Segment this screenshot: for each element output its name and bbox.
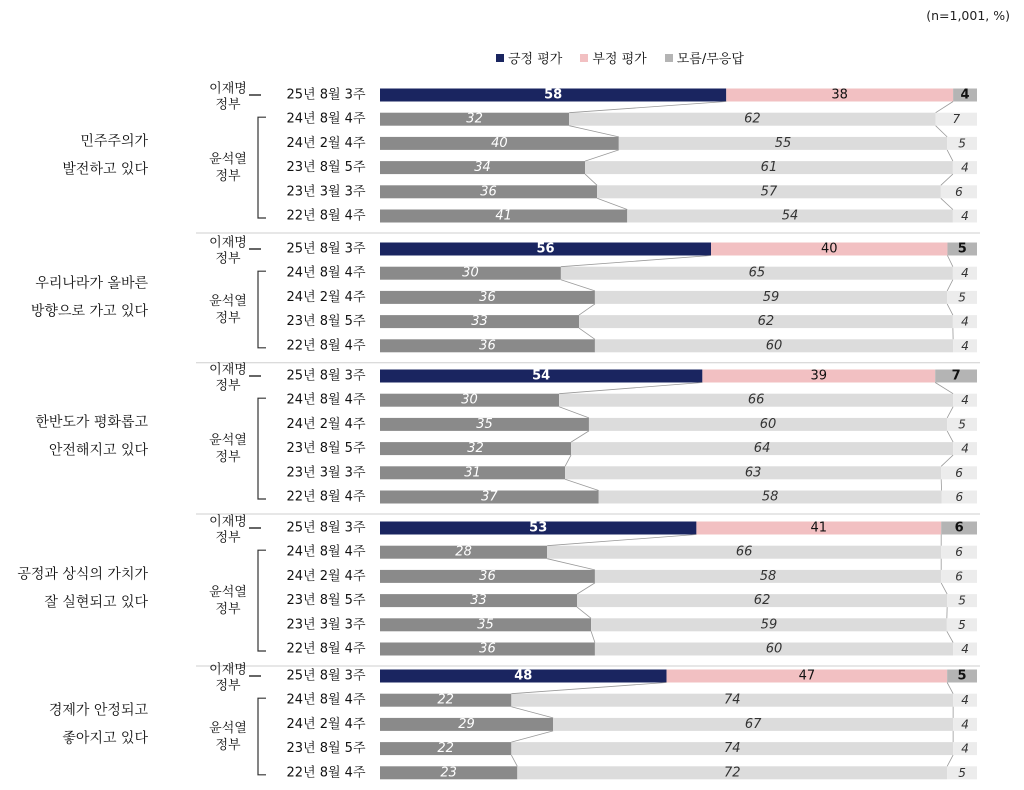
period-label: 25년 8월 3주 [286,668,366,684]
bar-connector-negative [941,583,947,594]
gov-bracket-past [258,271,266,348]
gov-label-past-suffix: 정부 [215,602,241,618]
bar-connector-positive [511,707,553,718]
bar-connector-positive [585,174,597,185]
value-label-negative: 59 [760,617,778,633]
period-label: 24년 8월 4주 [286,111,366,127]
value-label-positive: 32 [466,111,483,127]
gov-label-past-name: 윤석열 [209,152,247,168]
period-label: 25년 8월 3주 [286,87,366,103]
value-label-positive: 35 [477,617,494,633]
bar-connector-positive [579,304,595,315]
value-label-negative: 60 [759,416,777,432]
legend-label-positive: 긍정 평가 [508,52,563,67]
value-label-positive: 30 [461,392,478,408]
gov-label-current-suffix: 정부 [215,678,241,694]
value-label-positive: 30 [462,265,479,281]
value-label-positive: 34 [474,160,491,176]
value-label-negative: 62 [753,593,771,609]
value-label-positive: 54 [532,368,551,384]
value-label-negative: 55 [774,135,792,151]
value-label-negative: 66 [747,392,765,408]
gov-label-current-name: 이재명 [209,81,247,97]
value-label-positive: 41 [495,208,512,224]
bar-connector-negative [947,280,953,291]
gov-label-current-name: 이재명 [209,235,247,251]
bar-connector-positive [569,126,619,137]
bar-connector-negative [947,256,952,267]
period-label: 24년 2월 4주 [286,716,366,732]
value-label-dont-know: 4 [961,741,969,756]
bar-connector-negative [935,383,953,394]
value-label-dont-know: 4 [961,717,969,732]
gov-label-past-name: 윤석열 [209,433,247,449]
gov-bracket-past [258,698,266,775]
value-label-negative: 62 [757,314,775,330]
value-label-negative: 57 [760,184,778,200]
value-label-negative: 54 [781,208,799,224]
bar-connector-positive [561,280,595,291]
value-label-negative: 39 [810,368,828,384]
gov-label-current-name: 이재명 [209,514,247,530]
value-label-dont-know: 4 [960,87,970,103]
gov-bracket-past [258,398,266,499]
legend-label-negative: 부정 평가 [592,52,647,67]
question-title-line-2: 방향으로 가고 있다 [30,303,148,320]
bar-connector-negative [936,102,953,113]
value-label-dont-know: 6 [954,520,964,536]
value-label-dont-know: 4 [961,441,969,456]
period-label: 24년 8월 4주 [286,392,366,408]
value-label-positive: 22 [437,741,454,757]
value-label-dont-know: 4 [961,338,969,353]
legend-label-dont-know: 모름/무응답 [676,52,744,67]
value-label-dont-know: 6 [955,490,964,504]
period-label: 22년 8월 4주 [286,208,366,224]
value-label-negative: 60 [765,641,783,657]
value-label-dont-know: 5 [957,241,967,257]
bar-connector-positive [591,631,595,642]
bar-connector-negative [947,431,953,442]
bar-connector-negative [947,631,953,642]
period-label: 24년 8월 4주 [286,544,366,560]
question-title-line-2: 안전해지고 있다 [48,442,148,459]
bar-connector-negative [941,198,953,209]
period-label: 22년 8월 4주 [286,641,366,657]
gov-label-current-suffix: 정부 [215,251,241,267]
bar-connector-positive [565,479,599,490]
gov-label-past-name: 윤석열 [209,721,247,736]
value-label-dont-know: 4 [961,209,969,223]
value-label-dont-know: 5 [958,593,966,608]
bar-connector-positive [585,150,619,161]
gov-label-current-name: 이재명 [209,362,247,378]
period-label: 24년 8월 4주 [286,265,366,281]
value-label-positive: 36 [479,338,496,354]
gov-label-past-suffix: 정부 [215,169,241,185]
value-label-positive: 53 [529,520,548,536]
value-label-negative: 62 [744,111,761,127]
bar-connector-positive [561,256,711,267]
bar-connector-positive [565,455,571,466]
gov-bracket-past [258,117,266,218]
bar-connector-negative [941,174,953,185]
period-label: 24년 2월 4주 [286,289,366,305]
value-label-positive: 29 [458,716,475,732]
value-label-positive: 28 [455,544,472,560]
gov-label-past-name: 윤석열 [209,294,247,309]
value-label-negative: 66 [735,544,753,560]
value-label-dont-know: 6 [955,184,963,199]
value-label-positive: 58 [544,87,563,103]
period-label: 23년 8월 5주 [286,741,366,757]
period-label: 23년 8월 5주 [286,593,366,609]
value-label-negative: 74 [723,741,741,757]
gov-bracket-past [258,550,266,651]
question-title-line-2: 발전하고 있다 [62,161,148,178]
period-label: 23년 8월 5주 [286,314,366,330]
value-label-negative: 72 [723,765,741,781]
value-label-positive: 31 [464,465,481,481]
bar-connector-positive [559,407,589,418]
value-label-positive: 33 [471,314,488,330]
value-label-positive: 35 [476,416,493,432]
value-label-positive: 32 [467,441,484,457]
question-title-line-2: 잘 실현되고 있다 [44,594,148,611]
bar-connector-negative [947,683,953,694]
period-label: 23년 3월 3주 [286,617,366,633]
bar-connector-positive [579,328,595,339]
bar-connector-positive [597,198,627,209]
value-label-negative: 61 [760,160,778,176]
bar-connector-negative [941,455,953,466]
bar-connector-positive [577,607,591,618]
period-label: 22년 8월 4주 [286,338,366,354]
gov-label-past-name: 윤석열 [209,585,247,601]
bar-connector-positive [511,755,517,766]
gov-label-current-suffix: 정부 [215,97,241,113]
value-label-positive: 33 [470,593,487,609]
value-label-negative: 60 [765,338,783,354]
value-label-negative: 64 [753,441,771,457]
value-label-dont-know: 6 [955,569,963,584]
value-label-dont-know: 4 [961,393,969,408]
gov-label-current-name: 이재명 [209,662,247,678]
value-label-dont-know: 4 [961,314,969,329]
question-title-line-1: 민주주의가 [80,133,148,150]
value-label-positive: 48 [514,668,533,684]
bar-connector-negative [936,126,948,137]
value-label-dont-know: 5 [958,617,966,632]
period-label: 24년 8월 4주 [286,692,366,708]
period-label: 23년 8월 5주 [286,160,366,176]
question-title-line-2: 좋아지고 있다 [62,730,148,747]
value-label-negative: 63 [744,465,762,481]
bar-connector-positive [547,559,595,570]
value-label-negative: 41 [810,520,828,536]
question-title-line-1: 공정과 상식의 가치가 [17,566,148,583]
value-label-negative: 58 [761,489,779,505]
value-label-positive: 36 [479,289,496,305]
value-label-positive: 22 [437,692,454,708]
value-label-dont-know: 4 [961,160,969,175]
value-label-positive: 36 [479,641,496,657]
value-label-dont-know: 6 [955,545,963,560]
period-label: 22년 8월 4주 [286,765,366,781]
period-label: 23년 3월 3주 [286,184,366,200]
value-label-dont-know: 5 [958,136,966,151]
period-label: 25년 8월 3주 [286,520,366,536]
value-label-positive: 40 [491,135,508,151]
bar-connector-negative [947,407,953,418]
period-label: 23년 3월 3주 [286,465,366,481]
period-label: 23년 8월 5주 [286,441,366,457]
question-title-line-1: 한반도가 평화롭고 [35,414,148,431]
value-label-negative: 40 [820,241,838,257]
bar-connector-positive [559,383,702,394]
gov-label-current-suffix: 정부 [215,378,241,394]
value-label-dont-know: 4 [961,266,969,281]
value-label-negative: 38 [831,87,848,103]
sample-size-note: (n=1,001, %) [926,8,1010,23]
value-label-negative: 74 [723,692,741,708]
value-label-negative: 47 [798,668,816,684]
bar-connector-positive [511,731,553,742]
value-label-positive: 23 [440,765,457,781]
bar-connector-positive [511,683,666,694]
value-label-positive: 37 [481,489,498,505]
value-label-dont-know: 5 [958,417,966,432]
period-label: 22년 8월 4주 [286,489,366,505]
value-label-negative: 65 [748,265,766,281]
period-label: 25년 8월 3주 [286,241,366,257]
gov-label-past-suffix: 정부 [215,311,241,326]
value-label-dont-know: 7 [951,368,961,384]
bar-connector-positive [571,431,589,442]
value-label-positive: 36 [479,568,496,584]
value-label-dont-know: 5 [957,668,967,684]
bar-connector-negative [947,304,953,315]
value-label-negative: 58 [759,568,777,584]
value-label-negative: 59 [762,289,780,305]
value-label-dont-know: 7 [952,112,961,127]
value-label-dont-know: 5 [958,765,966,780]
gov-label-past-suffix: 정부 [215,738,241,753]
question-title-line-1: 우리나라가 올바른 [35,275,148,292]
value-label-dont-know: 6 [955,465,963,480]
value-label-negative: 67 [744,716,762,732]
bar-connector-negative [947,150,953,161]
bar-connector-positive [569,102,726,113]
value-label-positive: 36 [480,184,497,200]
value-label-dont-know: 4 [961,642,969,656]
value-label-positive: 56 [536,241,555,257]
question-title-line-1: 경제가 안정되고 [48,702,148,719]
gov-label-past-suffix: 정부 [215,450,241,466]
value-label-dont-know: 5 [958,290,966,305]
period-label: 24년 2월 4주 [286,568,366,584]
period-label: 25년 8월 3주 [286,368,366,384]
value-label-dont-know: 4 [961,693,969,708]
period-label: 24년 2월 4주 [286,416,366,432]
bar-connector-negative [947,755,953,766]
gov-label-current-suffix: 정부 [215,530,241,546]
bar-connector-positive [547,535,696,546]
bar-connector-positive [577,583,595,594]
period-label: 24년 2월 4주 [286,135,366,151]
